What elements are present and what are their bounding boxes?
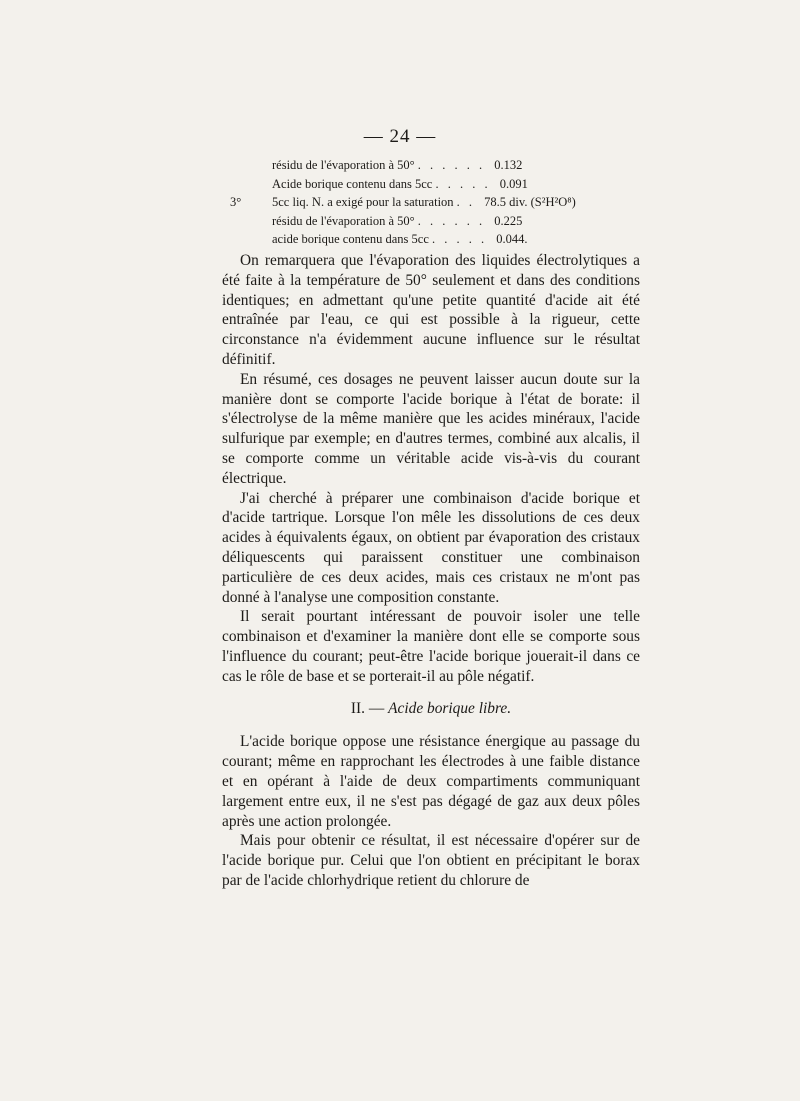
section-title: Acide borique libre. xyxy=(388,699,512,717)
paragraph: On remarquera que l'évaporation des liquides électrolytiques a été faite à la température de 50° seulement et dans des conditions identiques; en admettant qu'une petite quantité d'acide ait été entraînée par l'eau, ce qui est possible à la rigueur, cette circonstance n'a évidemment aucune influence sur le résultat définitif. xyxy=(222,252,640,368)
row-dots: . . . . . xyxy=(435,176,491,191)
row-label: acide borique contenu dans 5cc xyxy=(272,232,429,246)
section-heading xyxy=(222,699,640,719)
row-value: 78.5 div. (S²H²O⁸) xyxy=(484,195,576,209)
row-number: 3° xyxy=(230,195,242,209)
row-label: résidu de l'évaporation à 50° xyxy=(272,213,415,228)
page-number: — 24 — xyxy=(363,126,437,147)
paragraph: Mais pour obtenir ce résultat, il est nécessaire d'opérer sur de l'acide borique pur. Celui que l'on obtient en précipitant le borax par de l'acide chlorhydrique retient du chlorure de xyxy=(222,832,640,889)
row-label: 5cc liq. N. a exigé pour la saturation xyxy=(272,195,454,209)
row-dots: . . . . . . xyxy=(417,213,486,228)
row-value: 0.132 xyxy=(494,158,523,172)
results-table xyxy=(230,156,650,249)
table-row xyxy=(230,193,650,212)
table-row xyxy=(230,175,650,194)
paragraph: J'ai cherché à préparer une combinaison d'acide borique et d'acide tartrique. Lorsque l'on mêle les dissolutions de ces deux acides à équivalents égaux, on obtient par évaporation des cristaux déliquescents qui paraissent constituer une combinaison particulière de ces deux acides, mais ces cristaux ne m'ont pas donné à l'analyse une composition constante. xyxy=(222,489,640,606)
paragraph: En résumé, ces dosages ne peuvent laisser aucun doute sur la manière dont se comporte l'acide borique à l'état de borate: il s'électrolyse de la même manière que les acides minéraux, l'acide sulfurique par exemple; en d'autres termes, combiné aux alcalis, il se comporte comme un véritable acide vis-à-vis du courant électrique. xyxy=(222,370,640,487)
row-dots: . . . . . . xyxy=(417,158,486,172)
row-value: 0.225 xyxy=(494,213,523,228)
row-label: résidu de l'évaporation à 50° xyxy=(272,158,415,172)
row-dots: . . . . . xyxy=(432,232,488,246)
table-row xyxy=(230,230,650,249)
row-dots: . . xyxy=(456,195,476,209)
table-row xyxy=(230,156,650,175)
section-number: II. — xyxy=(350,699,385,717)
row-value: 0.044. xyxy=(496,232,528,246)
paragraph: Il serait pourtant intéressant de pouvoir isoler une telle combinaison et d'examiner la manière dont elle se comporte sous l'influence du courant; peut-être l'acide borique jouerait-il dans ce cas le rôle de base et se porterait-il au pôle négatif. xyxy=(222,608,640,685)
row-value: 0.091 xyxy=(499,176,528,191)
paragraph: L'acide borique oppose une résistance énergique au passage du courant; même en rapprochant les électrodes à une faible distance et en opérant à l'aide de deux compartiments communiquant largement entre eux, il ne s'est pas dégagé de gaz aux deux pôles après une action prolongée. xyxy=(222,733,640,830)
row-label: Acide borique contenu dans 5cc xyxy=(272,176,433,191)
body-text xyxy=(222,251,640,891)
table-row xyxy=(230,212,650,231)
